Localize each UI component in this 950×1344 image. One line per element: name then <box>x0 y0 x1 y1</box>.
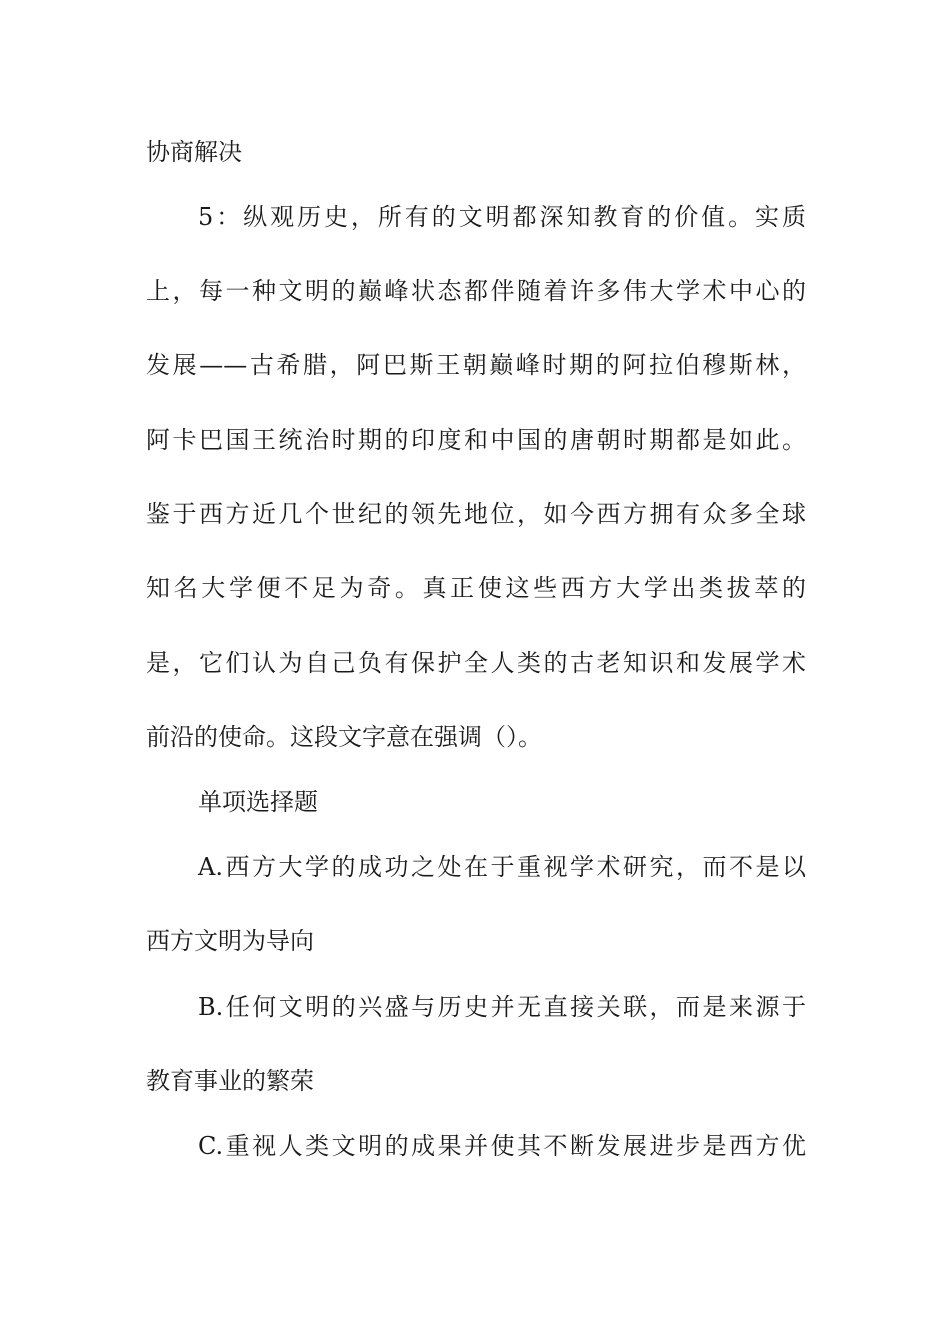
question-text-line-7: 是，它们认为自己负有保护全人类的古老知识和发展学术 <box>146 649 806 677</box>
question-text-line-2: 上，每一种文明的巅峰状态都伴随着许多伟大学术中心的 <box>146 277 806 305</box>
option-b-line-1: B.任何文明的兴盛与历史并无直接关联，而是来源于 <box>198 993 806 1021</box>
question-text-line-3: 发展——古希腊，阿巴斯王朝巅峰时期的阿拉伯穆斯林， <box>146 351 806 379</box>
question-type-label: 单项选择题 <box>198 788 318 816</box>
option-a-line-1: A.西方大学的成功之处在于重视学术研究，而不是以 <box>198 853 806 881</box>
question-text-line-5: 鉴于西方近几个世纪的领先地位，如今西方拥有众多全球 <box>146 500 806 528</box>
option-b-line-2: 教育事业的繁荣 <box>146 1067 314 1095</box>
question-text-line-4: 阿卡巴国王统治时期的印度和中国的唐朝时期都是如此。 <box>146 426 806 454</box>
option-c-line-1: C.重视人类文明的成果并使其不断发展进步是西方优 <box>198 1132 806 1160</box>
question-text-line-1: 5：纵观历史，所有的文明都深知教育的价值。实质 <box>198 203 806 231</box>
text-line-prev-answer: 协商解决 <box>146 138 242 166</box>
question-text-line-8: 前沿的使命。这段文字意在强调（）。 <box>146 723 542 751</box>
option-a-line-2: 西方文明为导向 <box>146 927 314 955</box>
question-text-line-6: 知名大学便不足为奇。真正使这些西方大学出类拔萃的 <box>146 574 806 602</box>
